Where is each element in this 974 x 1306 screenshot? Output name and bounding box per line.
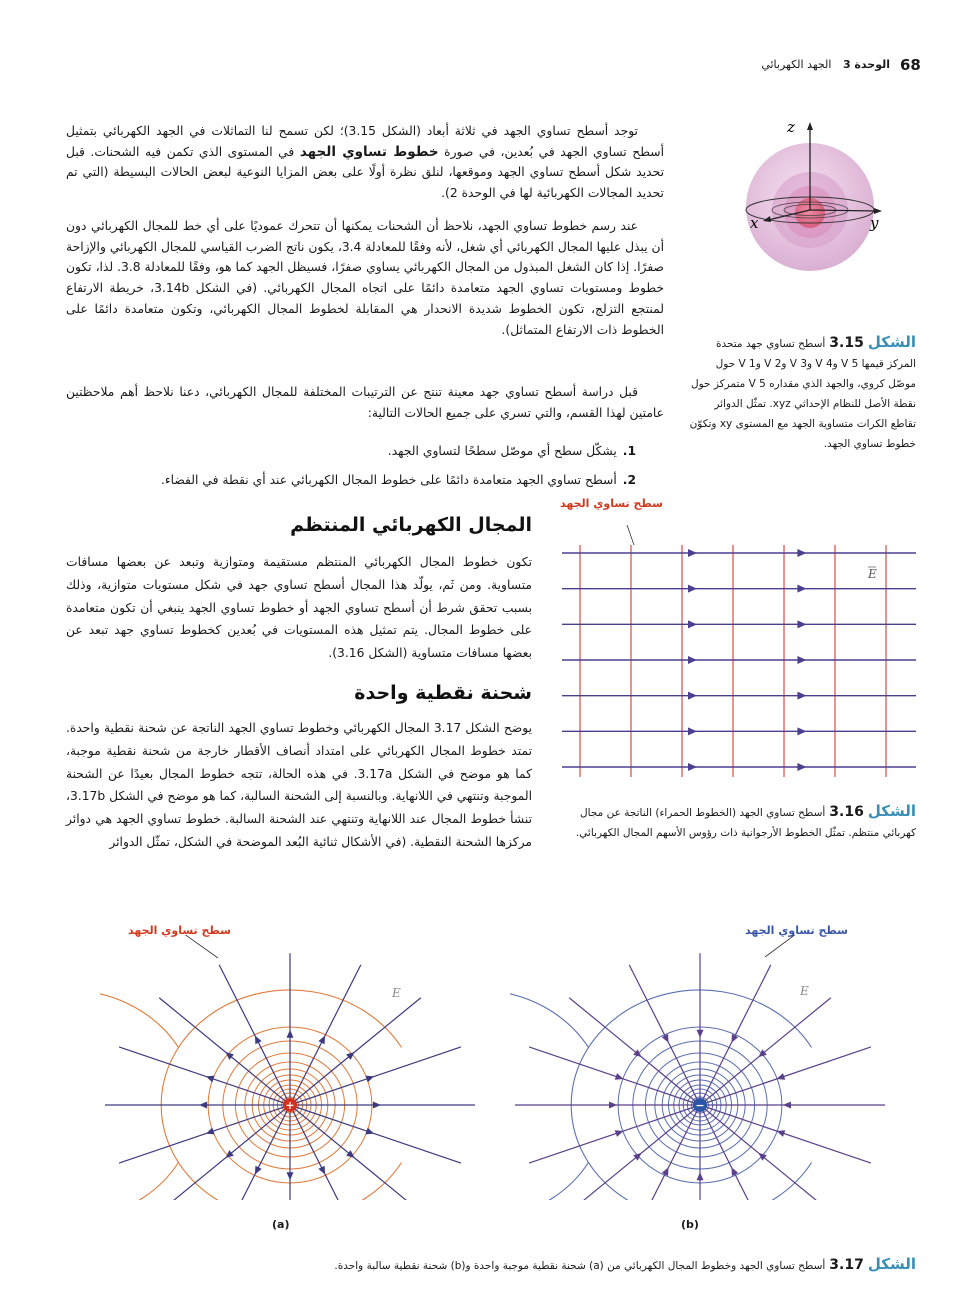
- equipotential-circle: [100, 990, 178, 1200]
- figure-3-17a-sublabel: (a): [272, 1218, 290, 1231]
- section-title-uniform-field: المجال الكهربائي المنتظم: [290, 514, 532, 536]
- uniform-field-paragraph: تكون خطوط المجال الكهربائي المنتظم مستقيمة ومتوازية وتبعد عن بعضها مسافات متساوية. ومن ثَم، يولّد هذا المجال أسطح تساوي جهد في شكل مستويات متوازية، وذلك بسبب تحقق شرط أن أسطح تساوي الجهد أو خطوط تساوي الجهد ينبغي أن تكون متعامدة على خطوط المجال. يتم تمثيل هذه المستويات في بُعدين كخطوط تساوي جهد تبعد عن بعضها مسافات متساوية (الشكل 3.16).: [66, 555, 532, 661]
- field-arrow-icon: [697, 1172, 704, 1180]
- label-leader-line: [765, 935, 800, 957]
- field-line: [529, 1047, 700, 1105]
- figure-3-17b-sublabel: (b): [681, 1218, 699, 1231]
- figure-3-16-equipotential-label: سطح تساوي الجهد: [560, 497, 663, 510]
- field-arrow-icon: [199, 1102, 207, 1109]
- intro-paragraph-3: قبل دراسة أسطح تساوي جهد معينة تنتج عن الترتيبات المختلفة للمجال الكهربائي، دعنا نلاحظ أهم ملاحظتين عامتين لهذا القسم، والتي تسري على جميع الحالات التالية:: [66, 385, 664, 420]
- figure-3-17-caption: الشكل3.17أسطح تساوي الجهد وخطوط المجال الكهربائي من (a) شحنة نقطية موجبة واحدة و(b) شحنة نقطية سالبة واحدة.: [334, 1255, 916, 1273]
- field-line: [290, 1047, 461, 1105]
- label-leader-line: [627, 525, 634, 545]
- figure-3-17b-negative-charge: [510, 935, 890, 1200]
- field-arrow-icon: [783, 1102, 791, 1109]
- field-arrow-icon: [287, 1172, 294, 1180]
- field-arrow-icon: [688, 620, 697, 628]
- x-axis-label: x: [750, 214, 759, 232]
- field-arrow-icon: [373, 1102, 381, 1109]
- equipotential-circles: [510, 990, 812, 1200]
- charge-sign: +: [285, 1099, 295, 1112]
- field-arrow-icon: [615, 1073, 624, 1080]
- field-line: [119, 1047, 290, 1105]
- field-line: [700, 1105, 771, 1200]
- figure-3-16-caption: الشكل3.16أسطح تساوي الجهد (الخطوط الحمراء) الناتجة عن مجال كهربائي منتظم. تمثّل الخطوط الأرجوانية ذات رؤوس الأسهم المجال الكهربائي.: [575, 802, 916, 839]
- figure-3-17b-equipotential-label: سطح تساوي الجهد: [745, 924, 848, 937]
- field-line: [529, 1105, 700, 1163]
- field-line: [290, 1105, 461, 1163]
- field-arrow-icon: [615, 1130, 624, 1137]
- running-header: [700, 58, 890, 71]
- field-arrow-icon: [206, 1076, 215, 1083]
- field-line: [629, 1105, 700, 1200]
- field-arrow-icon: [688, 763, 697, 771]
- field-lines: [515, 953, 885, 1200]
- field-arrow-icon: [697, 1030, 704, 1038]
- field-arrow-icon: [365, 1076, 374, 1083]
- equipotential-circles: [100, 990, 402, 1200]
- field-arrow-icon: [777, 1130, 786, 1137]
- field-arrow-icon: [609, 1102, 617, 1109]
- figure-3-17a-positive-charge: [100, 935, 480, 1200]
- field-arrow-icon: [206, 1128, 215, 1135]
- key-term: خطوط تساوي الجهد: [299, 143, 439, 160]
- field-arrow-icon: [688, 727, 697, 735]
- field-arrow-icon: [797, 727, 806, 735]
- equipotential-circle: [510, 990, 588, 1200]
- field-arrow-icon: [777, 1073, 786, 1080]
- field-arrow-icon: [797, 763, 806, 771]
- unit-label: الوحدة 3: [842, 58, 890, 71]
- intro-paragraph-2: عند رسم خطوط تساوي الجهد، نلاحظ أن الشحنات يمكنها أن تتحرك عموديًا على أي خط للمجال الكهربائي دون أن يبذل عليها المجال الكهربائي أي شغل، لأنه وفقًا للمعادلة 3.4، يكون ناتج الضرب القياسي للمجال الكهربائي والإزاحة صفرًا. إذا كان الشغل المبذول من المجال الكهربائي يساوي صفرًا، فسيظل الجهد كما هو، وفقًا للمعادلة 3.8. لذا، تكون خطوط ومستويات تساوي الجهد متعامدة دائمًا على اتجاه المجال الكهربائي. (في الشكل 3.14b، خريطة الارتفاع لمنتجع التزلج، تكون الخطوط شديدة الانحدار هي المقابلة لخطوط المجال الكهربائي، وتكون متعامدة دائمًا على الخطوط ذات الارتفاع المتماثل).: [66, 219, 665, 337]
- page-number: 68: [900, 56, 921, 74]
- field-symbol-e: E: [868, 567, 877, 581]
- field-arrow-icon: [688, 549, 697, 557]
- general-observations-list: [66, 441, 636, 490]
- field-arrow-icon: [797, 620, 806, 628]
- field-arrow-icon: [688, 692, 697, 700]
- charge-sign: −: [695, 1099, 705, 1112]
- point-charge-paragraph: يوضح الشكل 3.17 المجال الكهربائي وخطوط تساوي الجهد الناتجة عن شحنة نقطية واحدة. تمتد خطوط المجال الكهربائي على امتداد أنصاف الأقطار خارجة من شحنة نقطية موجبة، كما هو موضح في الشكل 3.17a. في هذه الحالة، تتجه خطوط المجال بعيدًا عن الشحنة الموجبة وتنتهي في اللانهاية. وبالنسبة إلى الشحنة السالبة، كما هو موضح في الشكل 3.17b، تنشأ خطوط المجال عند اللانهاية وتنتهي عند الشحنة السالبة. خطوط تساوي الجهد هي دوائر مركزها الشحنة النقطية. (في الأشكال ثنائية البُعد الموضحة في الشكل، تمثّل الدوائر: [66, 721, 532, 849]
- field-arrow-icon: [287, 1030, 294, 1038]
- field-arrow-icon: [365, 1128, 374, 1135]
- label-leader-line: [180, 935, 218, 958]
- field-arrow-icon: [797, 549, 806, 557]
- unit-title: الجهد الكهربائي: [761, 58, 832, 71]
- field-arrow-icon: [688, 585, 697, 593]
- field-arrow-icon: [688, 656, 697, 664]
- figure-3-15-caption: الشكل3.15أسطح تساوي جهد متحدة المركز قيمها V 5 وV 4 وV 3 و2 V وV 1 حول موصّل كروي، والجهد الذي مقداره V 5 متمركز حول نقطة الأصل للنظام الإحداثي xyz. تمثّل الدوائر تقاطع الكرات متساوية الجهد مع المستوى xy وتكوّن خطوط تساوي الجهد.: [689, 333, 916, 450]
- field-line: [700, 1047, 871, 1105]
- field-arrow-icon: [797, 692, 806, 700]
- field-symbol-e: E: [800, 984, 809, 998]
- y-axis-label: y: [870, 214, 879, 232]
- field-lines: [105, 953, 475, 1200]
- field-symbol-e: E: [392, 986, 401, 1000]
- field-line: [119, 1105, 290, 1163]
- z-axis-label: z: [787, 118, 795, 136]
- z-axis-arrow-icon: [807, 122, 813, 130]
- intro-paragraph-1: توجد أسطح تساوي الجهد في ثلاثة أبعاد (الشكل 3.15)؛ لكن تسمح لنا التماثلات في الجهد الكهربائي بتمثيل أسطح تساوي الجهد في بُعدين، في صورة خطوط تساوي الجهد في المستوى الذي تكمن فيه الشحنات. قبل تحديد شكل أسطح تساوي الجهد وموقعها، لنلق نظرة أولًا على بعض المزايا النوعية لبعض الحالات البسيطة (التي تم تحديد المجالات الكهربائية لها في الوحدة 2).: [66, 124, 664, 201]
- figure-3-16-uniform-field: [556, 515, 926, 785]
- field-arrow-icon: [797, 585, 806, 593]
- section-title-point-charge: شحنة نقطية واحدة: [354, 682, 532, 704]
- field-line: [700, 1105, 871, 1163]
- list-item: 1.يشكّل سطح أي موصّل سطحًا لتساوي الجهد.: [387, 444, 636, 458]
- figure-3-15-sphere: [730, 112, 900, 277]
- list-item: 2.أسطح تساوي الجهد متعامدة دائمًا على خطوط المجال الكهربائي عند أي نقطة في الفضاء.: [160, 473, 636, 487]
- figure-3-17a-equipotential-label: سطح تساوي الجهد: [128, 924, 231, 937]
- field-arrow-icon: [797, 656, 806, 664]
